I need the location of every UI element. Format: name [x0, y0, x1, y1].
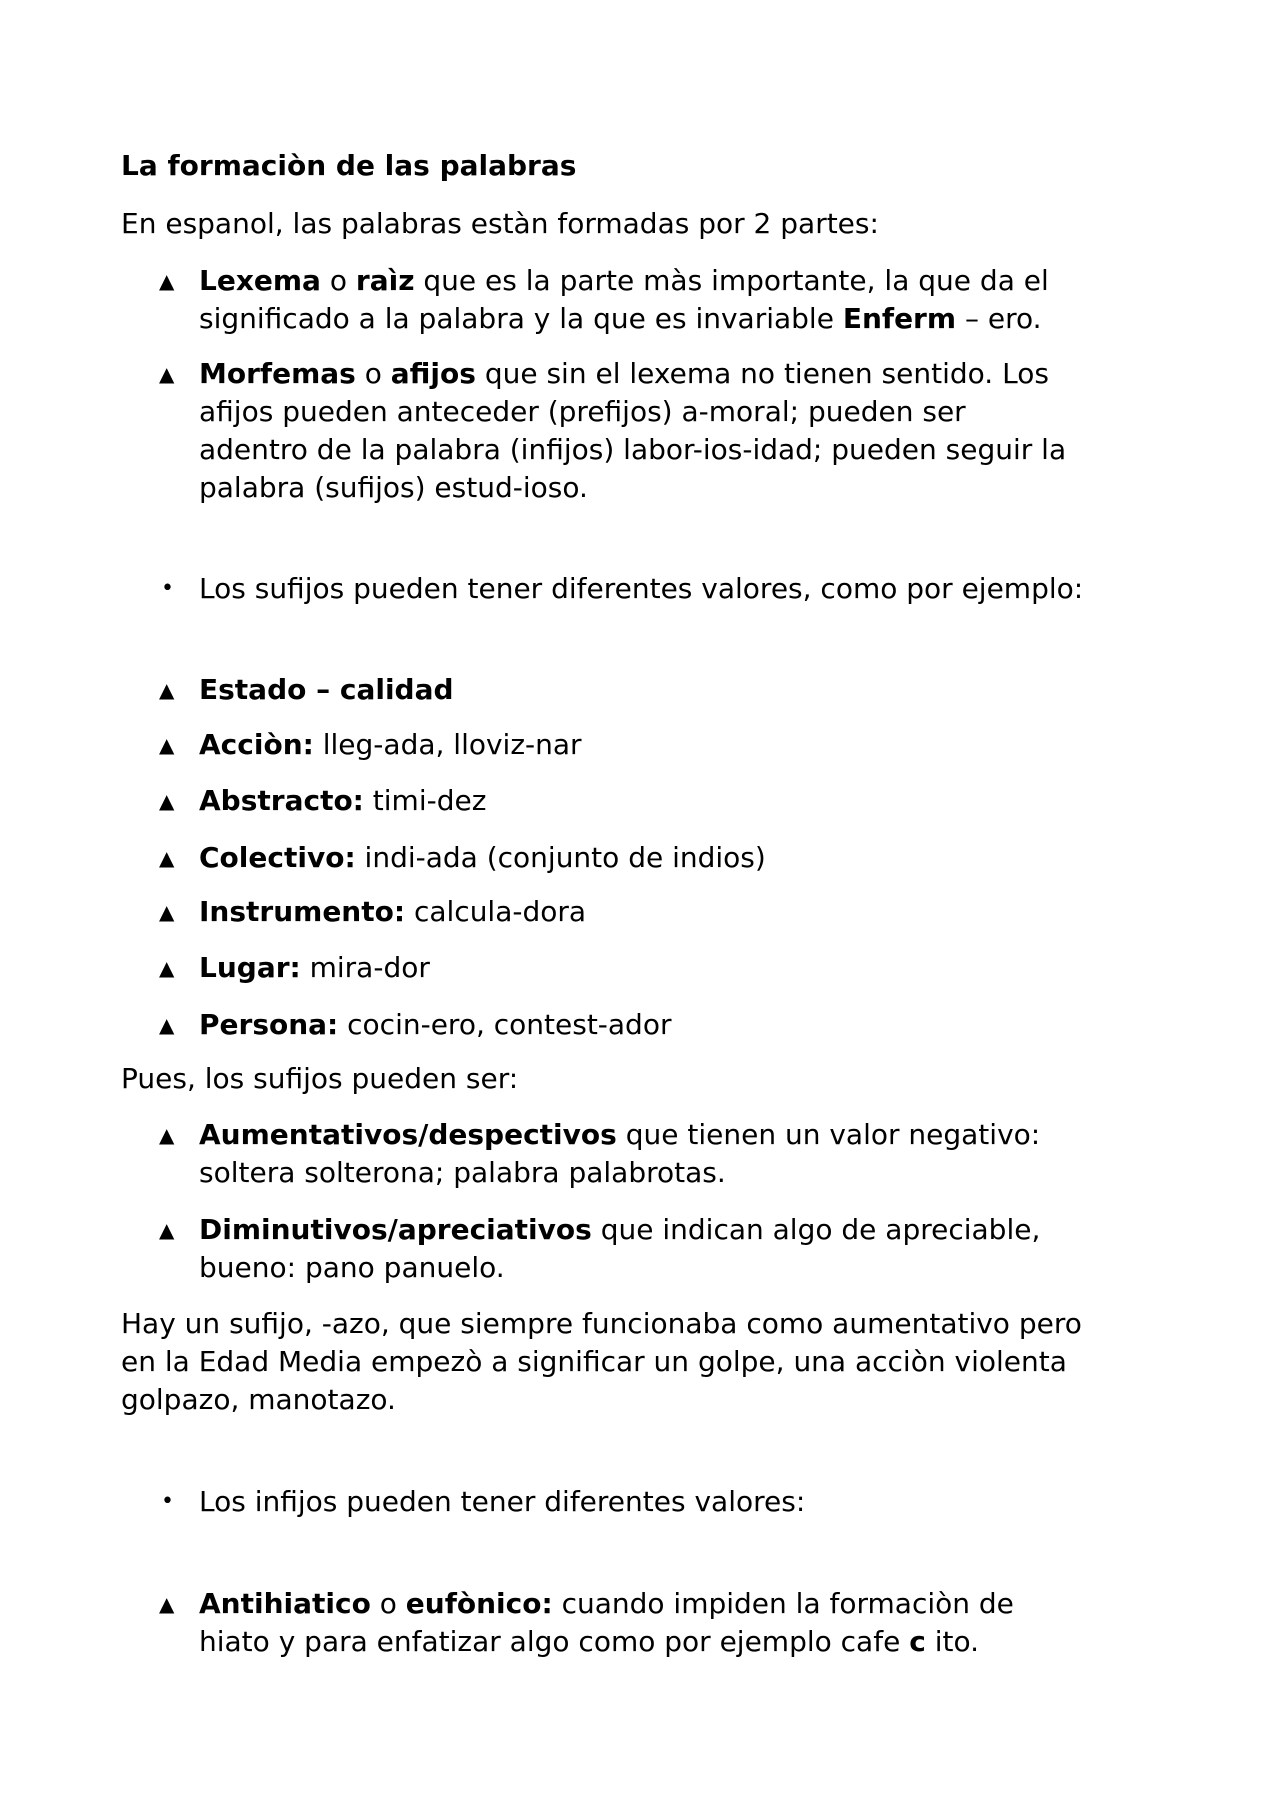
- text-line: [199, 671, 1199, 709]
- definition: que indican algo de apreciable,: [591, 1213, 1041, 1246]
- list-item-instrumento: [159, 893, 1199, 931]
- term: Aumentativos/despectivos: [199, 1118, 617, 1151]
- list-item-infijos-intro: [161, 1483, 1199, 1521]
- list-item-lexema: [159, 262, 1199, 338]
- text-line: Los infijos pueden tener diferentes valores:: [199, 1485, 806, 1518]
- list-item-persona: [159, 1006, 1199, 1044]
- triangle-bullet-icon: ▲: [159, 269, 175, 293]
- text-line: golpazo, manotazo.: [121, 1383, 396, 1416]
- list-item-abstracto: [159, 782, 1199, 820]
- dot-bullet-icon: •: [161, 1489, 174, 1514]
- text-line: adentro de la palabra (infijos) labor-ios-idad; pueden seguir la: [199, 433, 1067, 466]
- triangle-bullet-icon: ▲: [159, 362, 175, 386]
- triangle-bullet-icon: ▲: [159, 1123, 175, 1147]
- connector: o: [320, 264, 356, 297]
- list-item-antihiatico: [159, 1585, 1199, 1661]
- list-item-lugar: [159, 949, 1199, 987]
- list-item-estado: [159, 671, 1199, 709]
- definition: hiato y para enfatizar algo como por ejemplo cafe: [199, 1625, 910, 1658]
- list-item-morfemas: [159, 355, 1199, 507]
- infix-letter: c: [909, 1625, 926, 1658]
- list-item-sufijos-intro: [161, 570, 1199, 608]
- term: Acciòn:: [199, 728, 314, 761]
- definition: significado a la palabra y la que es invariable: [199, 302, 843, 335]
- intro-paragraph: En espanol, las palabras estàn formadas por 2 partes:: [121, 207, 879, 240]
- example: indi-ada (conjunto de indios): [355, 841, 766, 874]
- term: Estado – calidad: [199, 673, 454, 706]
- list-item-diminutivos: [159, 1211, 1199, 1287]
- term-antihiatico: Antihiatico: [199, 1587, 371, 1620]
- definition: que sin el lexema no tienen sentido. Los: [475, 357, 1049, 390]
- term-lexema: Lexema: [199, 264, 321, 297]
- text-line: Hay un sufijo, -azo, que siempre funcionaba como aumentativo pero: [121, 1307, 1082, 1340]
- text-line: soltera solterona; palabra palabrotas.: [199, 1156, 726, 1189]
- example: cocin-ero, contest-ador: [338, 1008, 672, 1041]
- text-line: [199, 782, 1199, 820]
- list-item-accion: [159, 726, 1199, 764]
- definition: que es la parte màs importante, la que da el: [414, 264, 1049, 297]
- example: – ero.: [956, 302, 1042, 335]
- text-line: [199, 1623, 1199, 1661]
- term-raiz: raìz: [355, 264, 415, 297]
- example: ito.: [925, 1625, 980, 1658]
- example: lleg-ada, lloviz-nar: [313, 728, 582, 761]
- text-line: [199, 726, 1199, 764]
- term: Colectivo:: [199, 841, 356, 874]
- text-line: [199, 1116, 1199, 1154]
- term: Persona:: [199, 1008, 339, 1041]
- triangle-bullet-icon: ▲: [159, 956, 175, 980]
- list-item-colectivo: [159, 839, 1199, 877]
- definition: que tienen un valor negativo:: [616, 1118, 1041, 1151]
- triangle-bullet-icon: ▲: [159, 789, 175, 813]
- example-term: Enferm: [842, 302, 957, 335]
- dot-bullet-icon: •: [161, 576, 174, 601]
- text-line: [199, 1585, 1199, 1623]
- term-morfemas: Morfemas: [199, 357, 356, 390]
- term-afijos: afijos: [390, 357, 476, 390]
- connector: o: [370, 1587, 406, 1620]
- text-line: [199, 949, 1199, 987]
- term-eufonico: eufònico:: [405, 1587, 553, 1620]
- triangle-bullet-icon: ▲: [159, 678, 175, 702]
- triangle-bullet-icon: ▲: [159, 1218, 175, 1242]
- text-line: [199, 262, 1199, 300]
- text-line: [199, 893, 1199, 931]
- definition: cuando impiden la formaciòn de: [552, 1587, 1014, 1620]
- text-line: [199, 1211, 1199, 1249]
- text-line: bueno: pano panuelo.: [199, 1251, 505, 1284]
- term: Instrumento:: [199, 895, 406, 928]
- text-line: [199, 355, 1199, 393]
- text-line: afijos pueden anteceder (prefijos) a-moral; pueden ser: [199, 395, 966, 428]
- triangle-bullet-icon: ▲: [159, 1592, 175, 1616]
- term: Abstracto:: [199, 784, 364, 817]
- text-line: palabra (sufijos) estud-ioso.: [199, 471, 588, 504]
- text-line: [199, 1006, 1199, 1044]
- document-title: La formaciòn de las palabras: [121, 149, 577, 182]
- text-line: en la Edad Media empezò a significar un golpe, una acciòn violenta: [121, 1345, 1067, 1378]
- triangle-bullet-icon: ▲: [159, 900, 175, 924]
- text-line: [199, 300, 1199, 338]
- example: timi-dez: [363, 784, 487, 817]
- triangle-bullet-icon: ▲: [159, 733, 175, 757]
- triangle-bullet-icon: ▲: [159, 846, 175, 870]
- triangle-bullet-icon: ▲: [159, 1013, 175, 1037]
- example: mira-dor: [300, 951, 430, 984]
- example: calcula-dora: [405, 895, 587, 928]
- list-item-aumentativos: [159, 1116, 1199, 1192]
- text-line: Los sufijos pueden tener diferentes valores, como por ejemplo:: [199, 572, 1084, 605]
- pues-paragraph: Pues, los sufijos pueden ser:: [121, 1062, 519, 1095]
- connector: o: [355, 357, 391, 390]
- text-line: [199, 839, 1199, 877]
- term: Lugar:: [199, 951, 301, 984]
- azo-paragraph: [121, 1305, 1082, 1419]
- term: Diminutivos/apreciativos: [199, 1213, 592, 1246]
